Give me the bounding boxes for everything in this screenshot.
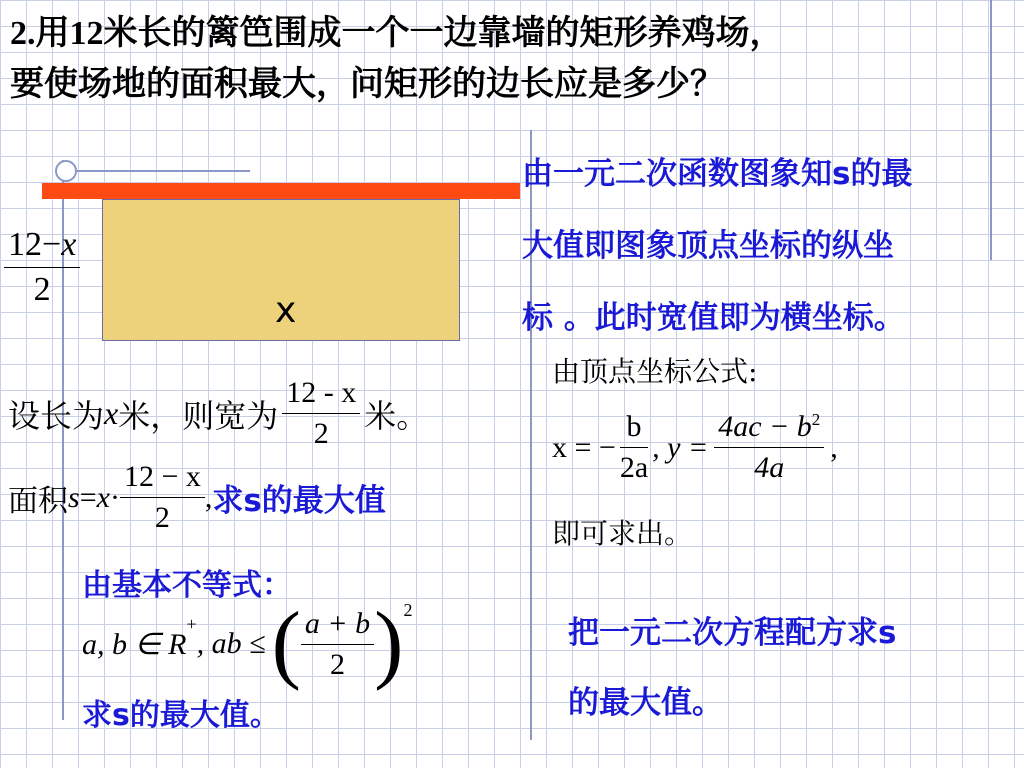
paren-left-icon: ( (271, 595, 301, 692)
inequality-formula: a, b ∈ R + , ab ≤ ( $\frac{a + b}{2}$ ) $^2$ (82, 595, 413, 692)
completing-note: 把一元二次方程配方求s 的最大值。 (568, 615, 897, 721)
area-fraction: $\frac{12 - x}{2}$ (120, 460, 205, 535)
pen-bottom-label: x (275, 290, 297, 331)
vertex-formula: x = − $\frac{b}{2a}$ , y = $\frac{4ac - b^2}{4a}$ , (552, 410, 838, 484)
graph-note: 由一元二次函数图象知s的最 大值即图象顶点坐标的纵坐 标 。此时宽值即为横坐标。 (522, 156, 913, 336)
width-fraction: $\frac{12 - x}{2}$ (282, 376, 360, 451)
inequality-fraction: $\frac{a + b}{2}$ (301, 607, 374, 682)
solution-area-line: 面积 s = x · $\frac{12 - x}{2}$ , 求s的最大值 (8, 460, 386, 534)
top-rule (60, 170, 250, 172)
pen-side-label: 12−x 2 (4, 226, 80, 309)
paren-right-icon: ) (374, 595, 404, 692)
wall-bar (42, 183, 520, 199)
inequality-heading: 由基本不等式： (82, 568, 292, 603)
vertex-x-fraction: $\frac{b}{2a}$ (619, 410, 649, 484)
vertex-then: 即可求出。 (552, 517, 693, 550)
problem-number: 2. (10, 15, 36, 52)
area-goal: 求s的最大值 (212, 483, 386, 519)
vertex-heading: 由顶点坐标公式: (552, 355, 758, 388)
inequality-result: 求s的最大值。 (82, 698, 280, 733)
problem-statement (10, 8, 1020, 109)
problem-line-1: 2.用12米长的篱笆围成一个一边靠墙的矩形养鸡场， (10, 13, 784, 53)
vertex-y-fraction: $\frac{4ac - b^2}{4a}$ (714, 410, 824, 485)
solution-let-line: 设长为 x 米，则宽为 $\frac{12 - x}{2}$ 米。 (8, 376, 429, 450)
rule-circle-icon (55, 160, 77, 182)
problem-line-2: 要使场地的面积最大，问矩形的边长应是多少？ (10, 64, 724, 104)
